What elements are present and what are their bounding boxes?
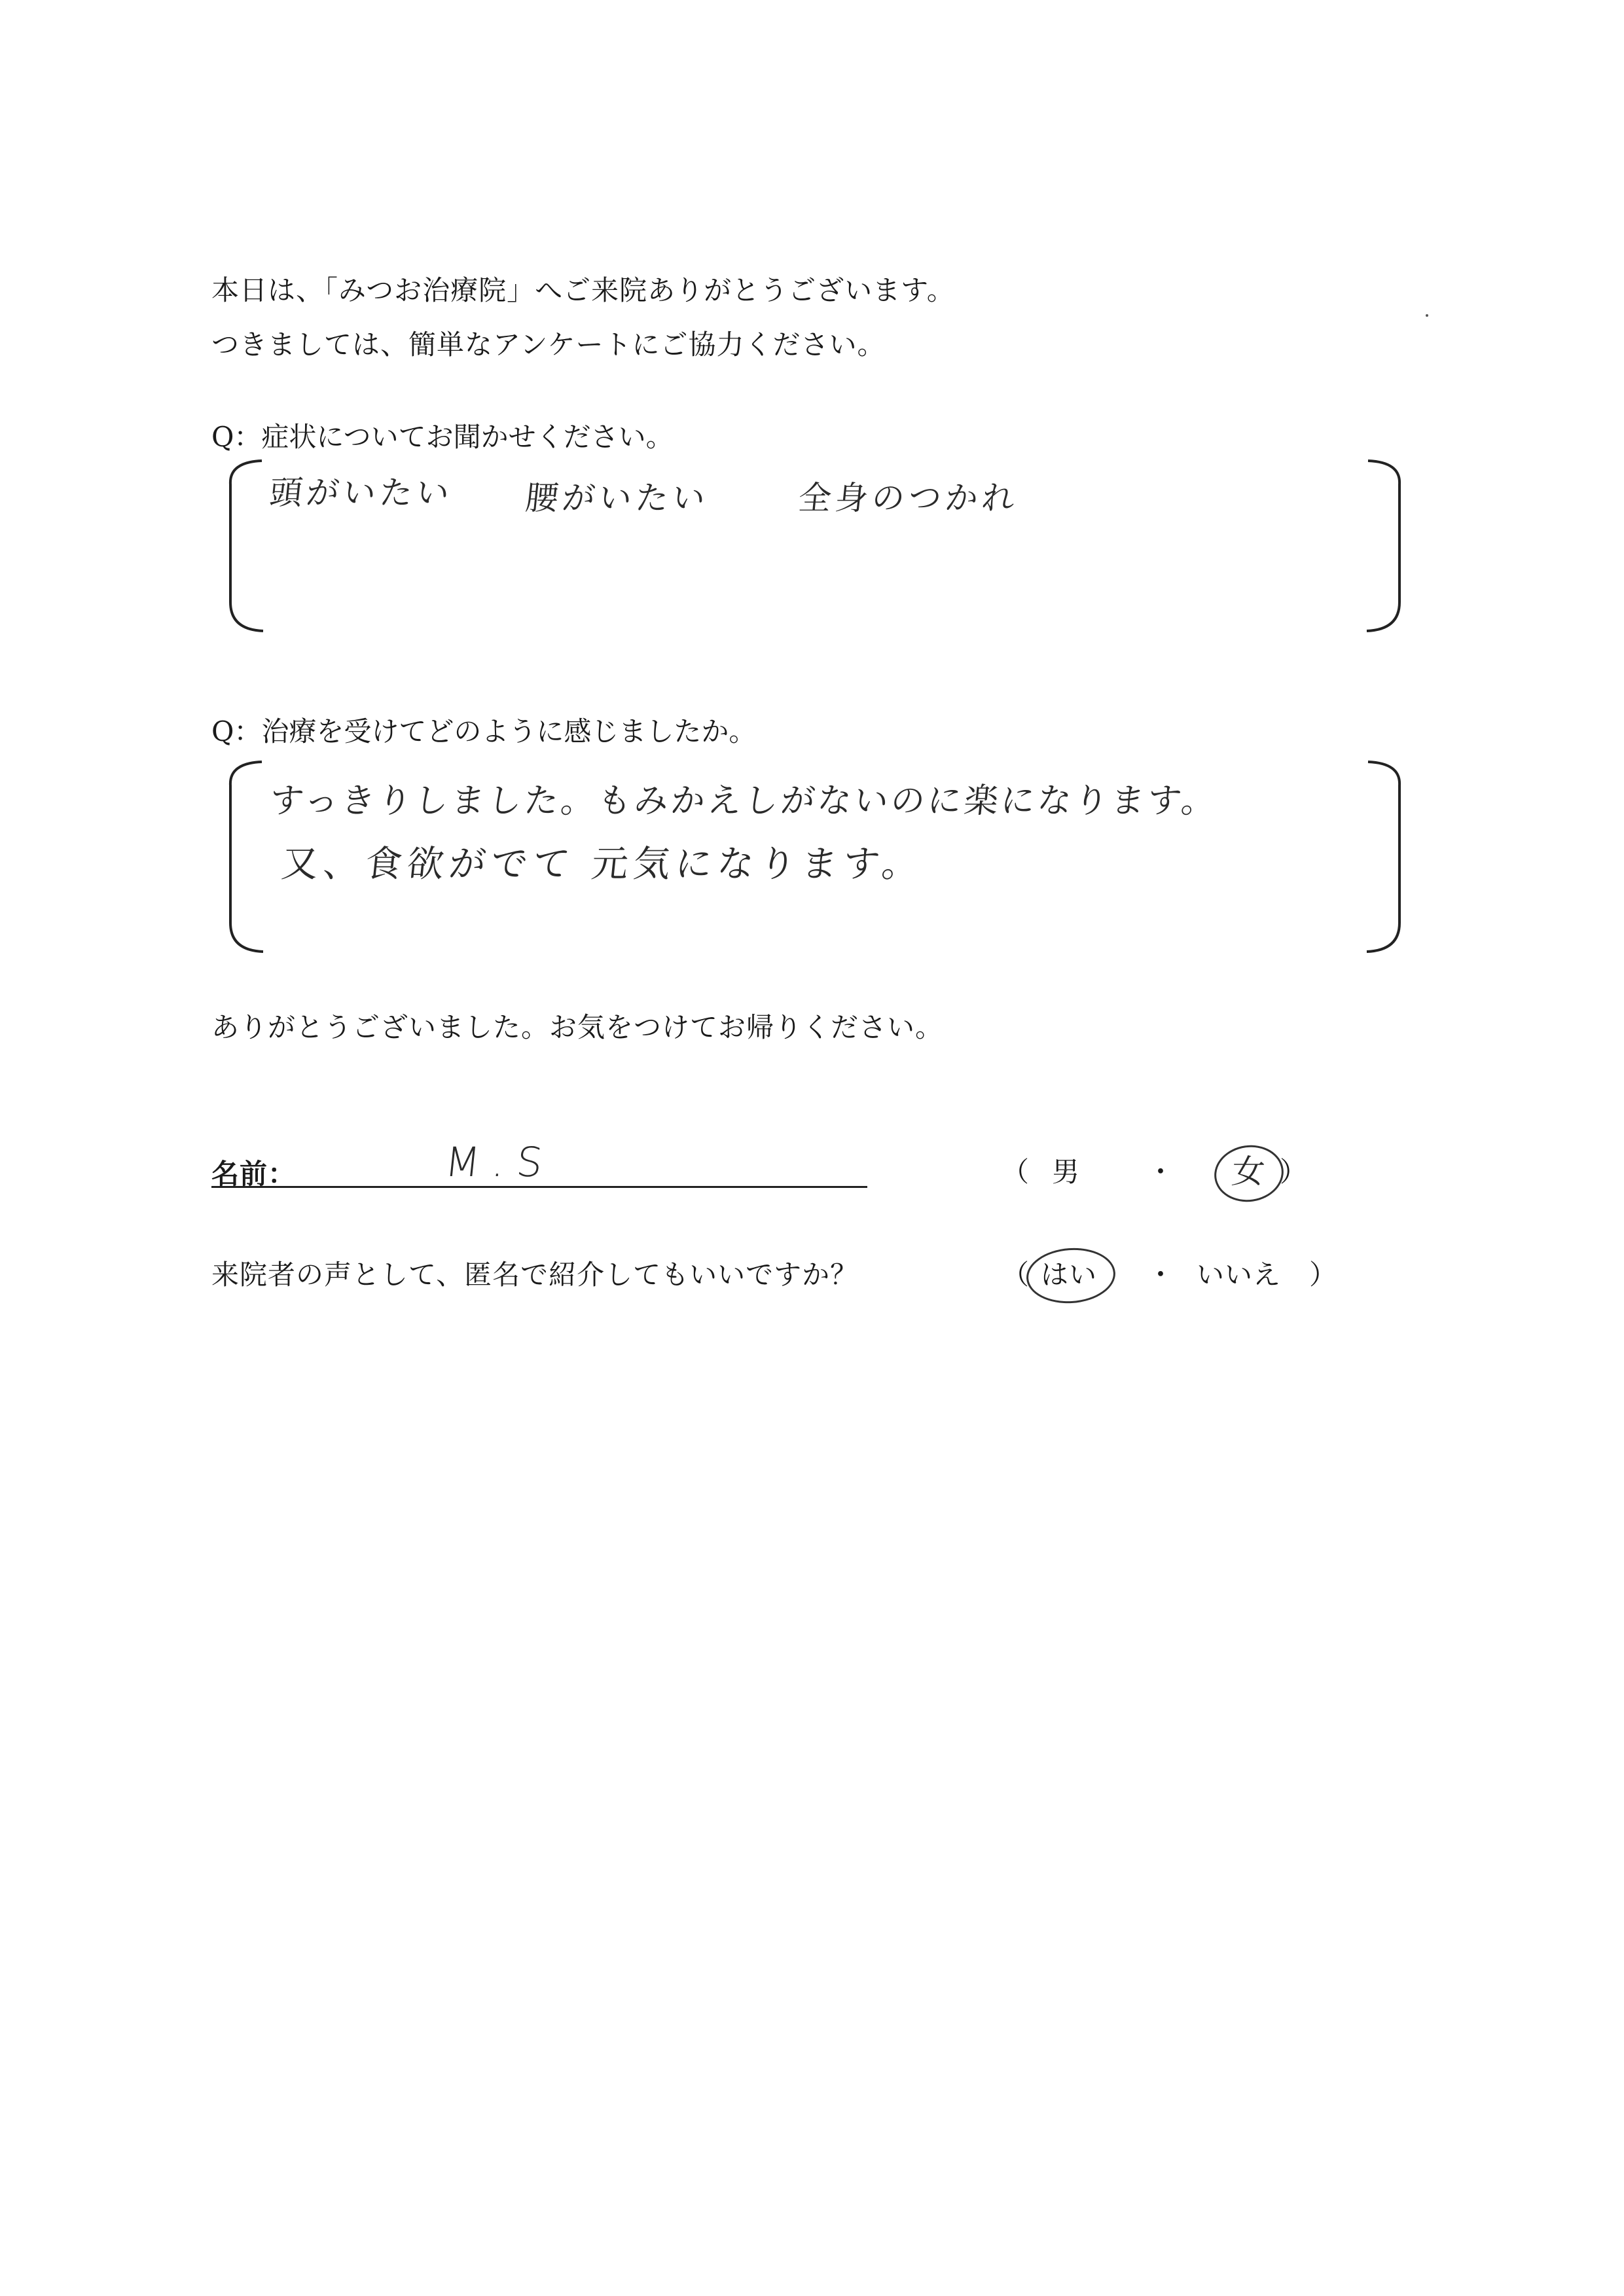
consent-selected-circle: [1024, 1245, 1117, 1306]
consent-separator: ・: [1147, 1259, 1176, 1291]
question-2-label: Q：治療を受けてどのように感じましたか。: [211, 715, 757, 747]
question-1-label: Q：症状についてお聞かせください。: [211, 421, 674, 453]
consent-question: 来院者の声として、匿名で紹介してもいいですか？: [211, 1259, 859, 1291]
answer-1-item-2: 腰がいたい: [523, 479, 712, 517]
consent-close-paren: ）: [1309, 1259, 1337, 1291]
answer-2-line-2: 又、食欲がでて 元気になります。: [279, 843, 926, 886]
intro-line-2: つきましては、簡単なアンケートにご協力ください。: [211, 329, 886, 361]
scan-speck: [1426, 314, 1428, 317]
consent-option-yes[interactable]: はい: [1041, 1259, 1098, 1291]
answer-1-item-1: 頭がいたい: [267, 474, 456, 512]
gender-close-paren: ）: [1280, 1156, 1308, 1188]
answer-2-line-1: すっきりしました。もみかえしがないのに楽になります。: [267, 781, 1220, 821]
answer-1-item-3: 全身のつかれ: [796, 479, 1021, 517]
closing-message: ありがとうございました。お気をつけてお帰りください。: [211, 1011, 944, 1043]
gender-option-female[interactable]: 女: [1229, 1153, 1267, 1191]
name-value[interactable]: M.S: [442, 1138, 557, 1186]
gender-selected-circle: [1211, 1141, 1288, 1206]
gender-open-paren: （: [1001, 1156, 1030, 1188]
name-label: 名前：: [211, 1158, 297, 1190]
name-underline: [211, 1186, 867, 1188]
intro-line-1: 本日は、「みつお治療院」へご来院ありがとうございます。: [211, 274, 955, 306]
consent-option-no[interactable]: いいえ: [1197, 1259, 1282, 1291]
gender-separator: ・: [1147, 1156, 1176, 1188]
gender-option-male[interactable]: 男: [1052, 1156, 1081, 1188]
consent-open-paren: （: [1001, 1259, 1030, 1291]
